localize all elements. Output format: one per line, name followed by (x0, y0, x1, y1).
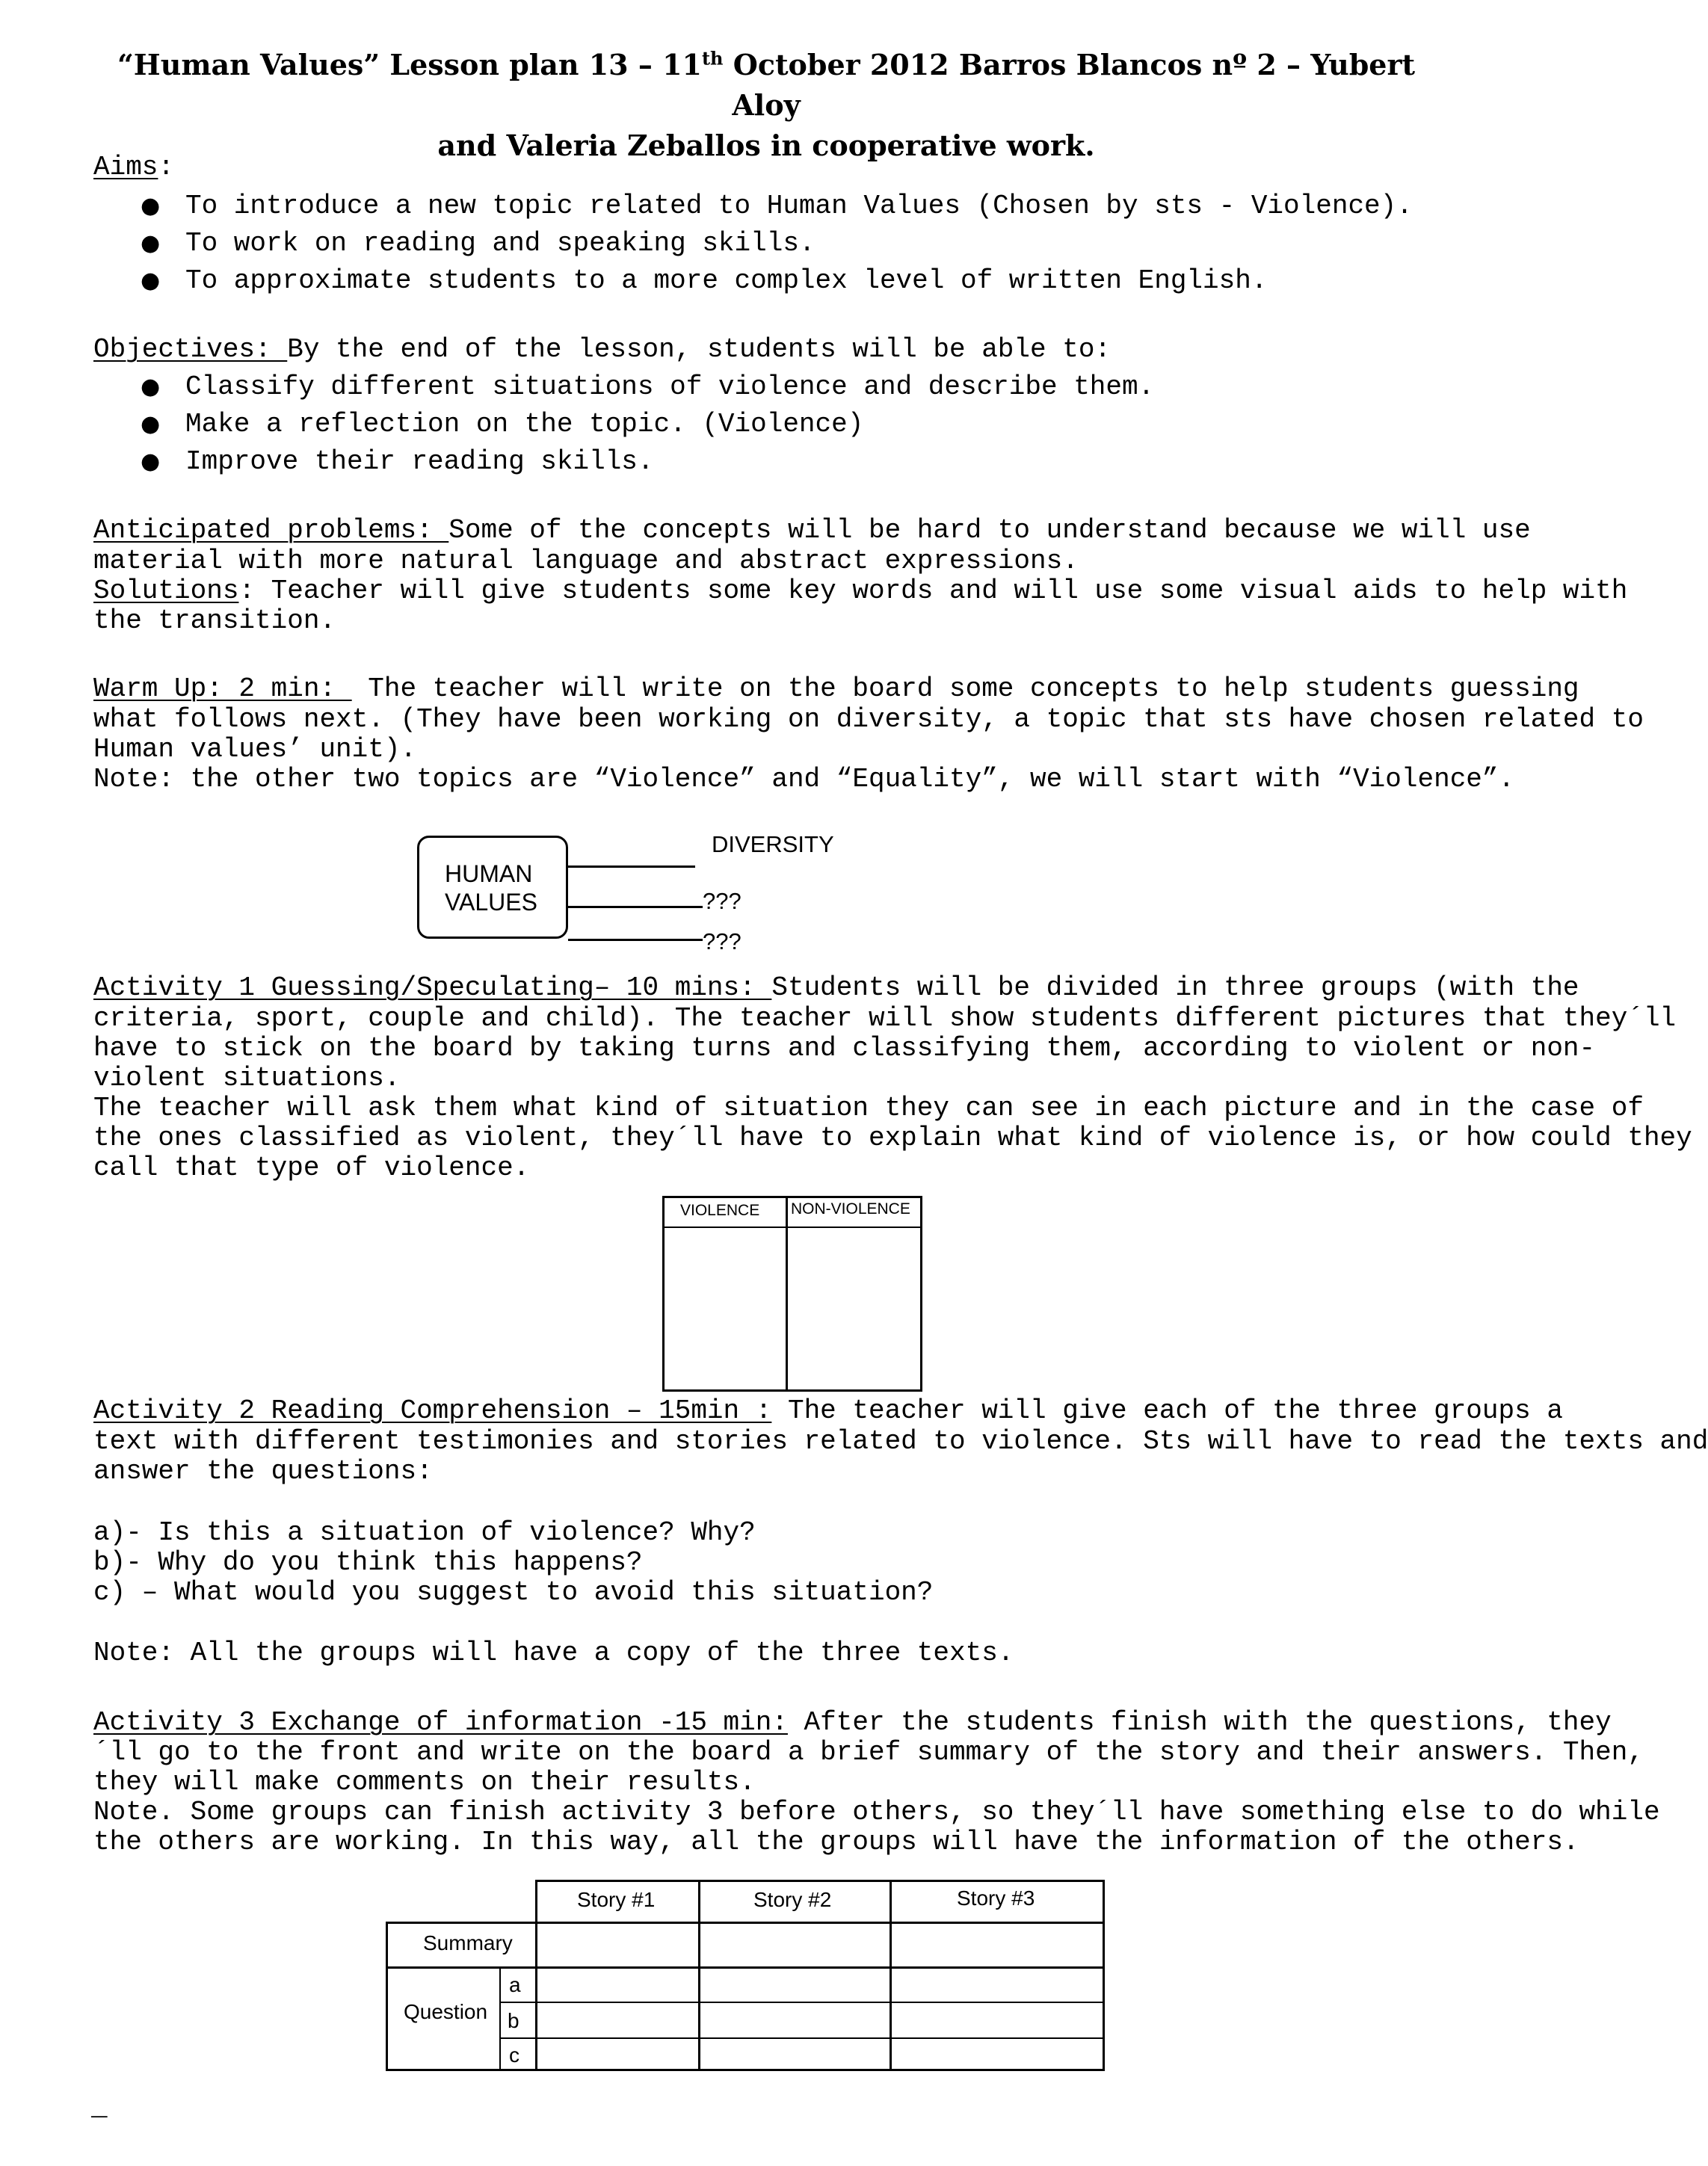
solutions-text: the transition. (93, 605, 336, 636)
aims-item: To approximate students to a more complex level of written English. (185, 265, 1268, 296)
story-table-line (535, 1880, 537, 2071)
story-table-line (890, 1880, 892, 2071)
activity3-note: the others are working. In this way, all the groups will have the information of the others. (93, 1827, 1579, 1857)
aims-item: To introduce a new topic related to Human Values (Chosen by sts - Violence). (185, 191, 1413, 221)
activity1-text: The teacher will ask them what kind of situation they can see in each picture and in the case of (93, 1093, 1644, 1123)
activity3-line (93, 1708, 1612, 1738)
activity1-line (93, 973, 1579, 1003)
story-table-line (386, 1922, 1105, 1924)
story-column-header: Story #1 (577, 1888, 656, 1911)
activity3-text: they will make comments on their results. (93, 1767, 756, 1798)
problems-heading: Anticipated problems: (93, 515, 449, 546)
aims-heading: Aims (93, 152, 158, 182)
diagram-connector (568, 866, 695, 868)
problems-text: material with more natural language and abstract expressions. (93, 546, 1079, 576)
story-column-header: Story #3 (957, 1886, 1035, 1910)
objectives-heading: Objectives: (93, 334, 288, 365)
warmup-text: Human values’ unit). (93, 734, 417, 765)
objectives-intro: By the end of the lesson, students will be able to: (287, 334, 1112, 365)
diagram-connector (568, 906, 703, 908)
problems-line (93, 516, 1531, 546)
title-part2: October 2012 Barros Blancos nº 2 – Yubert Aloy (723, 48, 1416, 122)
activity1-text: criteria, sport, couple and child). The teacher will show students different pictures that they´ll (93, 1003, 1677, 1034)
story-column-header: Story #2 (753, 1888, 832, 1911)
bullet-icon: ● (141, 193, 161, 219)
warmup-line (93, 674, 1579, 704)
aims-item: To work on reading and speaking skills. (185, 228, 816, 259)
story-table-line (499, 1966, 501, 2071)
human-values-label: HUMAN (445, 860, 533, 887)
activity1-text: Students will be divided in three groups (with the (771, 972, 1579, 1003)
activity1-text: the ones classified as violent, they´ll have to explain what kind of violence is, or how could they (93, 1123, 1692, 1153)
activity3-text: ´ll go to the front and write on the board a brief summary of the story and their answers. Then, (93, 1737, 1644, 1768)
activity3-text: After the students finish with the questions, they (787, 1707, 1612, 1738)
solutions-heading: Solutions (93, 576, 239, 606)
story-table-line (386, 1966, 1105, 1969)
activity1-text: violent situations. (93, 1063, 401, 1093)
story-table-line (386, 2069, 1105, 2071)
aims-colon: : (158, 152, 175, 182)
violence-table-header-line (665, 1227, 920, 1228)
activity1-heading: Activity 1 Guessing/Speculating– 10 mins: (93, 972, 772, 1003)
story-table-line (499, 2002, 1105, 2003)
story-table-line (386, 1922, 388, 2071)
aims-heading-line (93, 152, 174, 182)
question-row-label: Question (404, 2000, 488, 2023)
question-a: a)- Is this a situation of violence? Why? (93, 1517, 756, 1548)
activity3-heading: Activity 3 Exchange of information -15 min: (93, 1707, 788, 1738)
problems-text: Some of the concepts will be hard to understand because we will use (448, 515, 1531, 546)
question-subrow-label: b (508, 2009, 520, 2032)
page-title (82, 45, 1450, 166)
human-values-label: VALUES (445, 889, 537, 916)
title-line2: and Valeria Zeballos in cooperative work. (437, 129, 1095, 162)
footer-mark: _ (91, 2092, 108, 2123)
question-b: b)- Why do you think this happens? (93, 1547, 643, 1578)
activity2-line (93, 1396, 1563, 1426)
solutions-text: : Teacher will give students some key words and will use some visual aids to help with (238, 576, 1628, 606)
diagram-branch-unknown: ??? (703, 928, 742, 954)
warmup-heading: Warm Up: 2 min: (93, 673, 352, 704)
title-part1: “Human Values” Lesson plan 13 – 11 (117, 48, 702, 81)
diagram-branch-diversity: DIVERSITY (712, 831, 834, 857)
objectives-heading-line (93, 335, 1111, 365)
bullet-icon: ● (141, 230, 161, 256)
violence-column-header: VIOLENCE (680, 1202, 760, 1219)
activity1-text: have to stick on the board by taking turns and classifying them, according to violent or non- (93, 1033, 1596, 1064)
question-subrow-label: c (509, 2043, 520, 2067)
bullet-icon: ● (141, 268, 161, 294)
solutions-line (93, 576, 1627, 606)
bullet-icon: ● (141, 448, 161, 475)
non-violence-column-header: NON-VIOLENCE (791, 1200, 910, 1218)
activity2-text: text with different testimonies and stories related to violence. Sts will have to read the texts and (93, 1426, 1708, 1457)
objectives-item: Improve their reading skills. (185, 446, 654, 477)
objectives-item: Make a reflection on the topic. (Violence) (185, 409, 864, 439)
story-table-line (535, 1880, 1105, 1882)
violence-table (662, 1196, 922, 1392)
warmup-text: what follows next. (They have been working on diversity, a topic that sts have chosen related to (93, 704, 1644, 735)
diagram-connector (568, 939, 703, 941)
story-table-line (1103, 1880, 1105, 2071)
activity1-text: call that type of violence. (93, 1153, 530, 1183)
bullet-icon: ● (141, 411, 161, 437)
question-subrow-label: a (509, 1973, 521, 1996)
activity3-note: Note. Some groups can finish activity 3 before others, so they´ll have something else to do while (93, 1797, 1660, 1827)
story-table-line (698, 1880, 700, 2071)
activity2-text: The teacher will give each of the three groups a (771, 1395, 1563, 1426)
summary-row-label: Summary (423, 1931, 513, 1954)
warmup-note: Note: the other two topics are “Violence” and “Equality”, we will start with “Violence”. (93, 764, 1515, 794)
activity2-heading: Activity 2 Reading Comprehension – 15min : (93, 1395, 772, 1426)
diagram-branch-unknown: ??? (703, 888, 742, 914)
story-table-line (499, 2037, 1105, 2039)
warmup-text: The teacher will write on the board some concepts to help students guessing (351, 673, 1579, 704)
title-sup: th (701, 47, 724, 70)
activity2-note: Note: All the groups will have a copy of the three texts. (93, 1638, 1014, 1668)
bullet-icon: ● (141, 374, 161, 400)
activity2-text: answer the questions: (93, 1456, 433, 1487)
objectives-item: Classify different situations of violence and describe them. (185, 371, 1155, 402)
question-c: c) – What would you suggest to avoid this situation? (93, 1577, 934, 1608)
